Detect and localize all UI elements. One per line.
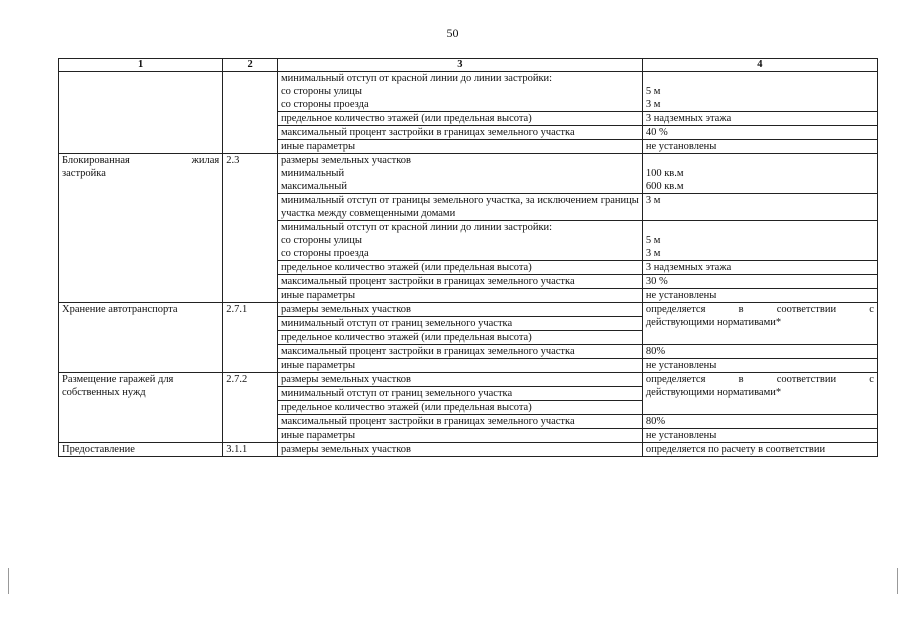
code-cell xyxy=(223,72,278,154)
param-text: минимальный отступ от красной линии до линии застройки: xyxy=(280,73,553,84)
use-type-cell xyxy=(59,72,223,154)
header-col-1: 1 xyxy=(59,59,223,72)
use-type-cell: Размещение гаражей для собственных нужд xyxy=(59,373,223,443)
param-text: минимальный xyxy=(280,168,345,179)
param-cell: иные параметры xyxy=(277,359,642,373)
regulations-table xyxy=(58,58,878,457)
use-type-cell xyxy=(59,154,223,303)
value-cell: 80% xyxy=(642,415,877,429)
value-cell xyxy=(642,303,877,345)
table-row xyxy=(59,303,878,317)
param-text: размеры земельных участков xyxy=(280,155,411,166)
table-row xyxy=(59,373,878,387)
param-cell xyxy=(277,72,642,112)
param-cell: размеры земельных участков xyxy=(277,443,642,457)
value-cell xyxy=(642,221,877,261)
scan-edge-mark-right xyxy=(897,568,898,594)
table-header-row xyxy=(59,59,878,72)
code-cell: 2.3 xyxy=(223,154,278,303)
code-cell: 2.7.1 xyxy=(223,303,278,373)
value-text: с xyxy=(869,304,874,315)
value-text: 100 кв.м xyxy=(645,168,684,179)
value-text: с xyxy=(869,374,874,385)
value-text: 600 кв.м xyxy=(645,181,684,192)
value-text: действующими нормативами* xyxy=(645,387,782,398)
param-cell: размеры земельных участков xyxy=(277,303,642,317)
header-col-4: 4 xyxy=(642,59,877,72)
param-cell: минимальный отступ от границ земельного участка xyxy=(277,387,642,401)
param-cell: иные параметры xyxy=(277,429,642,443)
param-cell: предельное количество этажей (или предельная высота) xyxy=(277,112,642,126)
param-cell: максимальный процент застройки в границах земельного участка xyxy=(277,126,642,140)
value-cell xyxy=(642,72,877,112)
param-text: со стороны улицы xyxy=(280,235,362,246)
param-cell xyxy=(277,154,642,194)
use-type-text: жилая xyxy=(191,155,220,166)
value-cell xyxy=(642,373,877,415)
table-row xyxy=(59,72,878,112)
value-cell: не установлены xyxy=(642,140,877,154)
param-cell xyxy=(277,221,642,261)
value-text: в xyxy=(738,304,744,315)
value-cell: 3 м xyxy=(642,194,877,221)
value-text: определяется xyxy=(645,374,706,385)
value-cell: 80% xyxy=(642,345,877,359)
param-cell: размеры земельных участков xyxy=(277,373,642,387)
page-number: 50 xyxy=(446,26,459,40)
use-type-text: Блокированная xyxy=(62,155,130,166)
table-row xyxy=(59,154,878,194)
value-text: 5 м xyxy=(645,235,661,246)
use-type-cell: Хранение автотранспорта xyxy=(59,303,223,373)
param-text: со стороны проезда xyxy=(280,99,369,110)
code-cell: 3.1.1 xyxy=(223,443,278,457)
param-cell: иные параметры xyxy=(277,140,642,154)
param-cell: минимальный отступ от границ земельного участка xyxy=(277,317,642,331)
value-cell: 40 % xyxy=(642,126,877,140)
value-cell: не установлены xyxy=(642,429,877,443)
use-type-text: застройка xyxy=(62,168,106,179)
param-cell: минимальный отступ от границы земельного участка, за исключением границы участка между совмещенными домами xyxy=(277,194,642,221)
param-text: минимальный отступ от красной линии до линии застройки: xyxy=(280,222,553,233)
param-cell: предельное количество этажей (или предельная высота) xyxy=(277,331,642,345)
value-cell: не установлены xyxy=(642,289,877,303)
value-cell xyxy=(642,154,877,194)
header-col-2: 2 xyxy=(223,59,278,72)
use-type-cell: Предоставление xyxy=(59,443,223,457)
value-text: в xyxy=(738,374,744,385)
param-cell: максимальный процент застройки в границах земельного участка xyxy=(277,275,642,289)
table-row xyxy=(59,443,878,457)
value-cell: не установлены xyxy=(642,359,877,373)
param-cell: максимальный процент застройки в границах земельного участка xyxy=(277,345,642,359)
value-text: соответствии xyxy=(776,304,837,315)
param-cell: предельное количество этажей (или предельная высота) xyxy=(277,261,642,275)
value-text: 5 м xyxy=(645,86,661,97)
value-cell: 3 надземных этажа xyxy=(642,261,877,275)
value-text: 3 м xyxy=(645,248,661,259)
code-cell: 2.7.2 xyxy=(223,373,278,443)
value-cell: 30 % xyxy=(642,275,877,289)
value-text: определяется xyxy=(645,304,706,315)
scan-edge-mark-left xyxy=(8,568,9,594)
param-text: максимальный xyxy=(280,181,347,192)
param-text: со стороны улицы xyxy=(280,86,362,97)
value-text: действующими нормативами* xyxy=(645,317,782,328)
value-text: соответствии xyxy=(776,374,837,385)
param-text: со стороны проезда xyxy=(280,248,369,259)
param-cell: иные параметры xyxy=(277,289,642,303)
value-text: 3 м xyxy=(645,99,661,110)
param-cell: предельное количество этажей (или предельная высота) xyxy=(277,401,642,415)
value-cell: 3 надземных этажа xyxy=(642,112,877,126)
value-cell: определяется по расчету в соответствии xyxy=(642,443,877,457)
param-cell: максимальный процент застройки в границах земельного участка xyxy=(277,415,642,429)
header-col-3: 3 xyxy=(277,59,642,72)
